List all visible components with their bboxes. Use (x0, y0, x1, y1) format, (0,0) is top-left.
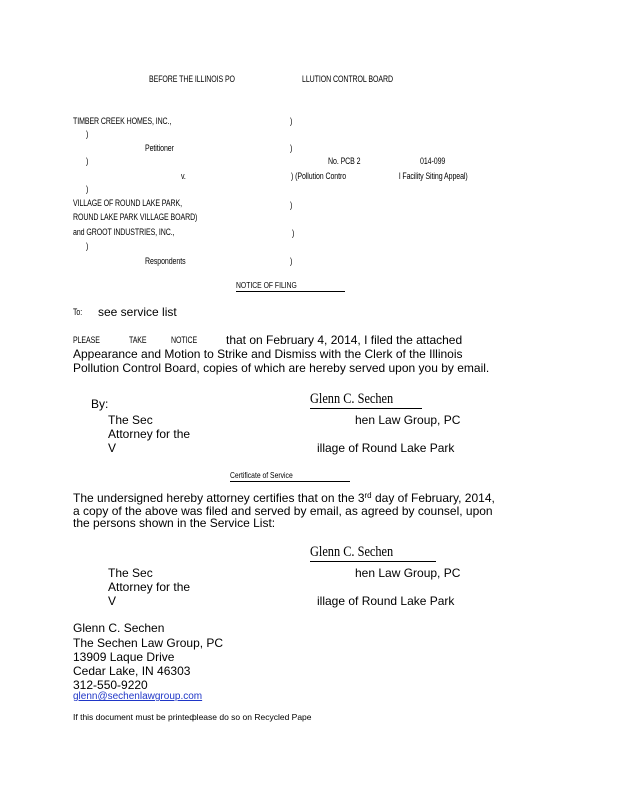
certificate-line-2: a copy of the above was filed and served by email, as agreed by counsel, upon (73, 504, 493, 518)
certificate-line-1-text: The undersigned hereby attorney certifies that on the 3 (73, 491, 365, 505)
caption-paren: ) (86, 184, 89, 194)
take-word: TAKE (129, 335, 147, 345)
signature-line (310, 561, 436, 562)
by-label: By: (91, 397, 109, 411)
contact-city: Cedar Lake, IN 46303 (73, 664, 191, 678)
caption-paren: ) (86, 129, 89, 139)
contact-phone: 312-550-9220 (73, 678, 148, 692)
notice-line-2: Appearance and Motion to Strike and Dismiss with the Clerk of the Illinois (73, 347, 463, 361)
signature: Glenn C. Sechen (310, 544, 394, 560)
case-type-part-2: l Facility Siting Appeal) (399, 171, 468, 181)
versus: v. (181, 171, 186, 181)
village-name-part-2: illage of Round Lake Park (317, 594, 455, 608)
certificate-line-1 (73, 491, 495, 505)
notice-word: NOTICE (171, 335, 198, 345)
caption-paren: ) (292, 228, 295, 238)
firm-name-part-2: hen Law Group, PC (355, 566, 461, 580)
certificate-line-1-rest: day of February, 2014, (371, 491, 495, 505)
village-name-part-1: V (108, 441, 117, 455)
contact-name: Glenn C. Sechen (73, 621, 165, 635)
petitioner-name: TIMBER CREEK HOMES, INC., (73, 116, 172, 126)
petitioner-label: Petitioner (145, 143, 174, 153)
recycled-note-part-2: please do so on Recycled Pape (191, 712, 312, 722)
signature: Glenn C. Sechen (310, 391, 394, 407)
contact-street: 13909 Laque Drive (73, 650, 175, 664)
caption-paren: ) (86, 156, 89, 166)
village-name-part-2: illage of Round Lake Park (317, 441, 455, 455)
certificate-heading-underline (230, 481, 350, 482)
board-title-part-2: LLUTION CONTROL BOARD (302, 74, 393, 84)
respondent-line-2: ROUND LAKE PARK VILLAGE BOARD) (73, 212, 198, 222)
firm-name-part-1: The Sec (108, 566, 153, 580)
attorney-for-label: Attorney for the (108, 427, 191, 441)
firm-name-part-2: hen Law Group, PC (355, 413, 461, 427)
contact-firm: The Sechen Law Group, PC (73, 636, 224, 650)
notice-line-1: that on February 4, 2014, I filed the attached (226, 333, 463, 347)
to-value: see service list (98, 305, 177, 319)
firm-name-part-1: The Sec (108, 413, 153, 427)
caption-paren: ) (86, 241, 89, 251)
caption-paren: ) (290, 256, 293, 266)
ordinal-suffix: rd (364, 491, 372, 500)
respondent-line-1: VILLAGE OF ROUND LAKE PARK, (73, 198, 182, 208)
case-number-suffix: 014-099 (420, 156, 446, 166)
case-number: No. PCB 2 (328, 156, 361, 166)
case-type-part-1: ) (Pollution Contro (291, 171, 347, 181)
recycled-note-part-1: If this document must be printed (73, 712, 194, 722)
caption-paren: ) (290, 143, 293, 153)
notice-heading: NOTICE OF FILING (236, 280, 297, 290)
caption-paren: ) (290, 116, 293, 126)
to-label: To: (73, 307, 83, 317)
caption-paren: ) (290, 200, 293, 210)
board-title-part-1: BEFORE THE ILLINOIS PO (149, 74, 235, 84)
recycled-note (73, 712, 312, 722)
notice-heading-underline (236, 291, 345, 292)
certificate-line-3: the persons shown in the Service List: (73, 516, 276, 530)
please-word: PLEASE (73, 335, 100, 345)
respondent-line-3: and GROOT INDUSTRIES, INC., (73, 227, 175, 237)
notice-line-3: Pollution Control Board, copies of which are hereby served upon you by email. (73, 361, 490, 375)
attorney-for-label: Attorney for the (108, 580, 191, 594)
certificate-heading: Certificate of Service (230, 470, 293, 480)
village-name-part-1: V (108, 594, 117, 608)
respondents-label: Respondents (145, 256, 186, 266)
signature-line (310, 408, 422, 409)
contact-email-link[interactable]: glenn@sechenlawgroup.com (73, 691, 203, 702)
